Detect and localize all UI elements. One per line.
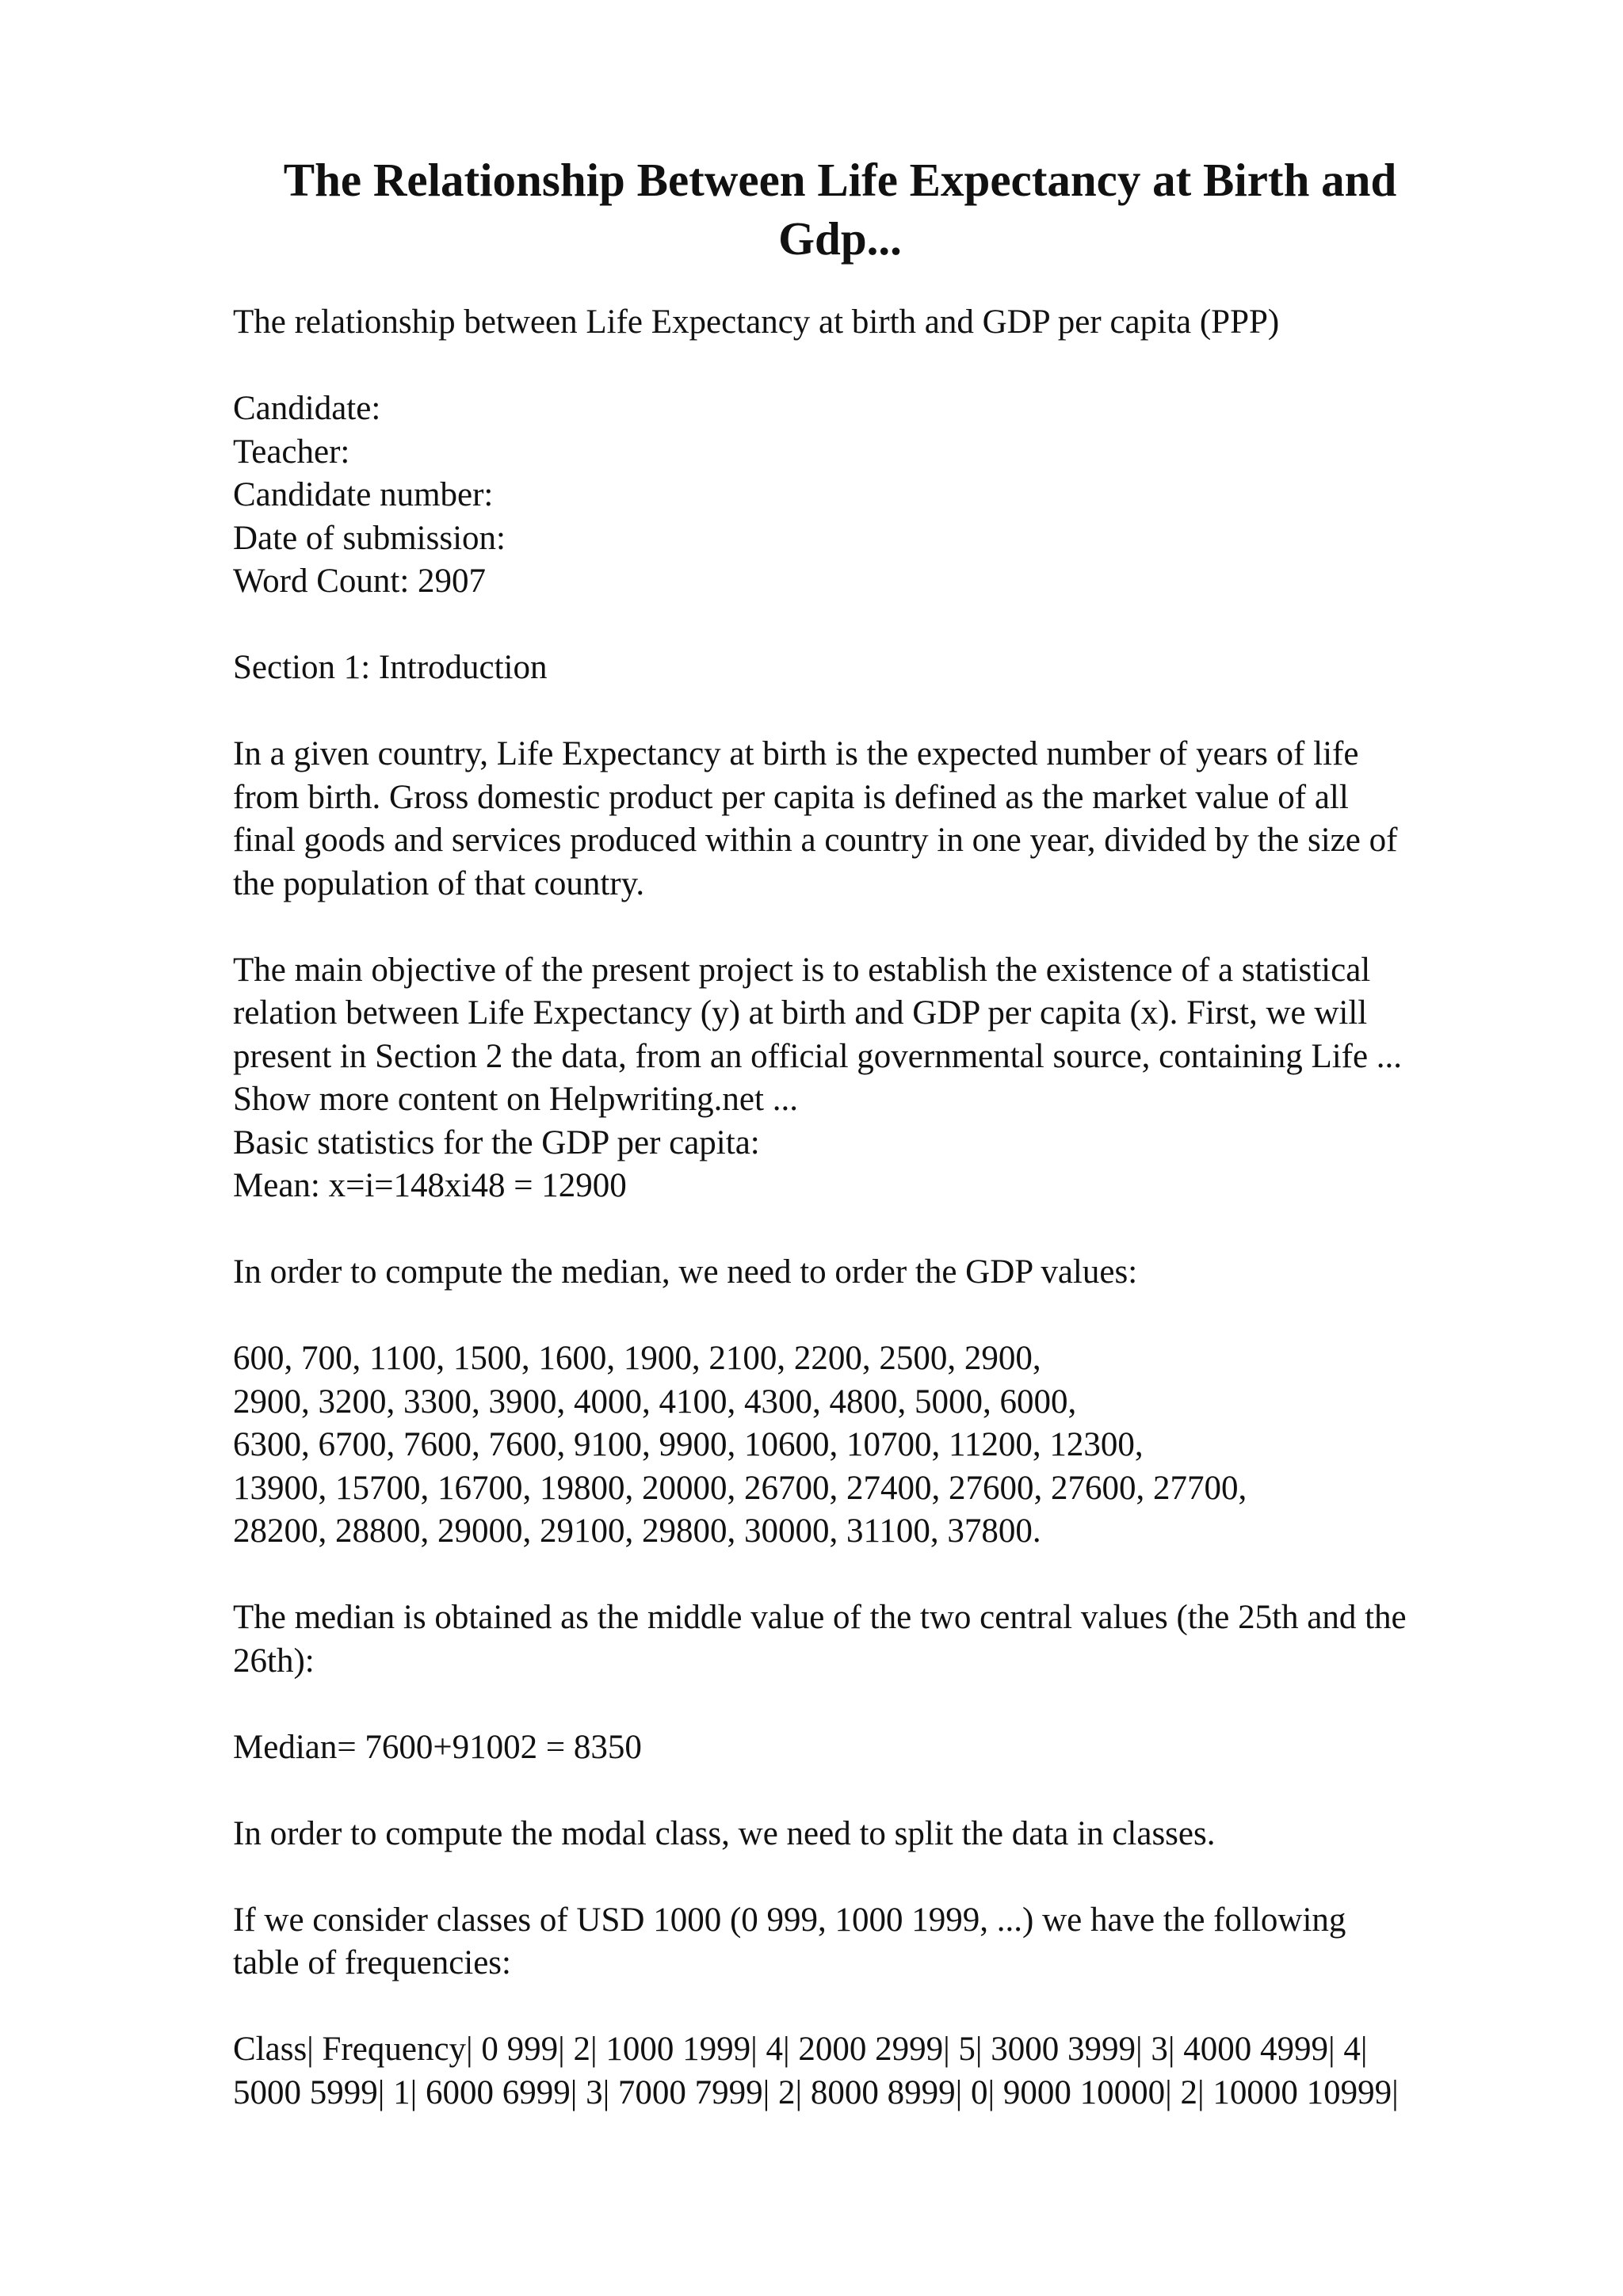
median-explanation-line: 26th): bbox=[233, 1642, 315, 1680]
basic-stats-line: Basic statistics for the GDP per capita: bbox=[233, 1123, 760, 1161]
modal-intro-paragraph bbox=[233, 1813, 1533, 1856]
meta-candidate: Candidate: bbox=[233, 390, 381, 427]
mean-line: Mean: x=i=148xi48 = 12900 bbox=[233, 1167, 627, 1204]
gdp-values-paragraph bbox=[233, 1337, 1533, 1554]
section-heading bbox=[233, 646, 1533, 690]
subtitle-line: The relationship between Life Expectancy at birth and GDP per capita (PPP) bbox=[233, 303, 1280, 341]
gdp-values-line: 2900, 3200, 3300, 3900, 4000, 4100, 4300, 4800, 5000, 6000, bbox=[233, 1383, 1077, 1421]
classes-intro-line: table of frequencies: bbox=[233, 1944, 511, 1981]
meta-candidate-number: Candidate number: bbox=[233, 476, 494, 513]
intro-p1-line: from birth. Gross domestic product per capita is defined as the market value of all bbox=[233, 778, 1349, 816]
median-explanation-paragraph bbox=[233, 1596, 1533, 1683]
gdp-values-line: 13900, 15700, 16700, 19800, 20000, 26700, 27400, 27600, 27600, 27700, bbox=[233, 1469, 1247, 1507]
median-intro-line: In order to compute the median, we need to order the GDP values: bbox=[233, 1253, 1138, 1291]
section1-heading: Section 1: Introduction bbox=[233, 649, 548, 686]
intro-p1-line: the population of that country. bbox=[233, 864, 645, 902]
document-title: The Relationship Between Life Expectancy at Birth and Gdp... bbox=[283, 154, 1397, 265]
meta-block bbox=[233, 387, 1533, 604]
median-result-line: Median= 7600+91002 = 8350 bbox=[233, 1728, 642, 1766]
meta-word-count: Word Count: 2907 bbox=[233, 563, 487, 600]
intro-p2-line: relation between Life Expectancy (y) at birth and GDP per capita (x). First, we will bbox=[233, 994, 1368, 1032]
intro-p1-line: final goods and services produced within a country in one year, divided by the size of bbox=[233, 822, 1398, 859]
intro-p1-line: In a given country, Life Expectancy at birth is the expected number of years of life bbox=[233, 735, 1359, 772]
show-more-line: Show more content on Helpwriting.net ... bbox=[233, 1081, 798, 1118]
median-result-paragraph bbox=[233, 1726, 1533, 1770]
modal-intro-line: In order to compute the modal class, we need to split the data in classes. bbox=[233, 1814, 1216, 1852]
intro-p2-line: present in Section 2 the data, from an official governmental source, containing Life ... bbox=[233, 1037, 1403, 1075]
classes-intro-paragraph bbox=[233, 1899, 1533, 1985]
gdp-values-line: 600, 700, 1100, 1500, 1600, 1900, 2100, 2200, 2500, 2900, bbox=[233, 1340, 1041, 1377]
gdp-values-line: 28200, 28800, 29000, 29100, 29800, 30000, 31100, 37800. bbox=[233, 1512, 1041, 1550]
frequency-table-paragraph bbox=[233, 2028, 1533, 2115]
frequency-table-line: 5000 5999| 1| 6000 6999| 3| 7000 7999| 2| 8000 8999| 0| 9000 10000| 2| 10000 10999| bbox=[233, 2073, 1399, 2111]
meta-teacher: Teacher: bbox=[233, 433, 350, 471]
gdp-values-line: 6300, 6700, 7600, 7600, 9100, 9900, 10600, 10700, 11200, 12300, bbox=[233, 1426, 1144, 1463]
intro-p2-line: The main objective of the present project is to establish the existence of a statistical bbox=[233, 951, 1371, 989]
frequency-table-line: Class| Frequency| 0 999| 2| 1000 1999| 4| 2000 2999| 5| 3000 3999| 3| 4000 4999| 4| bbox=[233, 2031, 1368, 2068]
intro-paragraph-1 bbox=[233, 733, 1533, 906]
document-subtitle bbox=[233, 301, 1533, 345]
meta-date-of-submission: Date of submission: bbox=[233, 519, 506, 557]
classes-intro-line: If we consider classes of USD 1000 (0 999, 1000 1999, ...) we have the following bbox=[233, 1901, 1346, 1939]
document-body bbox=[233, 301, 1533, 2115]
median-intro-paragraph bbox=[233, 1251, 1533, 1295]
median-explanation-line: The median is obtained as the middle value of the two central values (the 25th and the bbox=[233, 1599, 1407, 1636]
intro-paragraph-2 bbox=[233, 949, 1533, 1208]
